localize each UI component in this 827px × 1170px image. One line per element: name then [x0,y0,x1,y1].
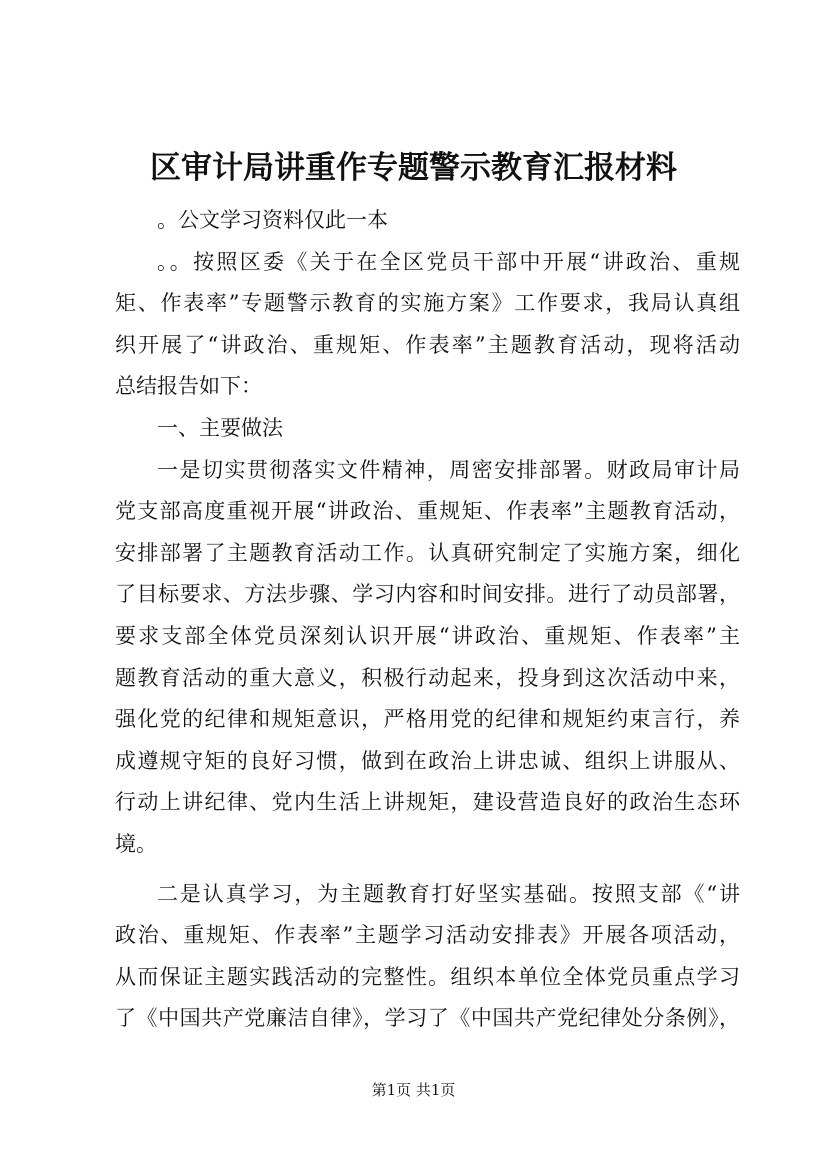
document-title: 区审计局讲重作专题警示教育汇报材料 [150,150,677,186]
text-line: 总结报告如下： [115,374,262,399]
text-line: 境。 [115,831,157,856]
paragraph-gap [115,866,740,874]
text-line: 。。按照区委《关于在全区党员干部中开展“讲政治、重规 [157,249,740,274]
page-footer: 第1页 共1页 [371,1081,456,1099]
text-line: 成遵规守矩的良好习惯，做到在政治上讲忠诚、组织上讲服从、 [115,748,740,773]
text-line: 了《中国共产党廉洁自律》，学习了《中国共产党纪律处分条例》， [115,1006,740,1031]
text-line: 题教育活动的重大意义，积极行动起来，投身到这次活动中来， [115,665,740,690]
text-line: 。公文学习资料仅此一本 [157,208,388,232]
text-line: 政治、重规矩、作表率”主题学习活动安排表》开展各项活动， [115,923,740,948]
text-line: 了目标要求、方法步骤、学习内容和时间安排。进行了动员部署， [115,582,740,607]
text-line: 党支部高度重视开展“讲政治、重规矩、作表率”主题教育活动， [115,499,740,524]
text-line: 矩、作表率”专题警示教育的实施方案》工作要求，我局认真组 [115,291,740,316]
text-line: 行动上讲纪律、党内生活上讲规矩，建设营造良好的政治生态环 [115,790,740,815]
text-line: 安排部署了主题教育活动工作。认真研究制定了实施方案，细化 [115,540,740,565]
text-line: 织开展了“讲政治、重规矩、作表率”主题教育活动，现将活动 [115,332,740,357]
text-line: 要求支部全体党员深刻认识开展“讲政治、重规矩、作表率”主 [115,623,740,648]
text-line: 二是认真学习，为主题教育打好坚实基础。按照支部《“讲 [157,881,740,906]
text-line: 强化党的纪律和规矩意识，严格用党的纪律和规矩约束言行，养 [115,707,740,732]
text-line: 从而保证主题实践活动的完整性。组织本单位全体党员重点学习 [115,964,740,989]
text-line: 一、主要做法 [157,415,283,440]
text-line: 一是切实贯彻落实文件精神，周密安排部署。财政局审计局 [157,457,740,482]
document-body [115,200,740,1040]
